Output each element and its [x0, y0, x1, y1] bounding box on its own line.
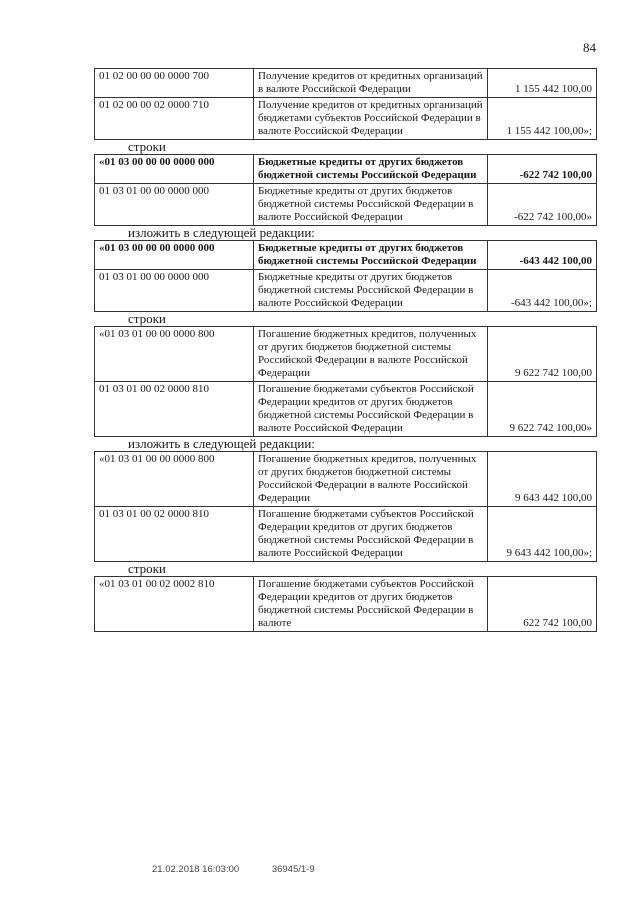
- page-number: 84: [583, 40, 596, 55]
- amount-cell: 9 622 742 100,00: [488, 327, 597, 382]
- amount-cell: -622 742 100,00: [488, 155, 597, 184]
- description-cell: Погашение бюджетами субъектов Российской Федерации кредитов от других бюджетов бюджетной системы Российской Федерации в валюте Российской Федерации: [254, 507, 488, 562]
- section-label: изложить в следующей редакции:: [128, 225, 315, 240]
- footer-doc-id: 36945/1-9: [271, 864, 315, 875]
- code-cell: 01 03 01 00 00 0000 000: [95, 184, 254, 226]
- amount-cell: -622 742 100,00»: [488, 184, 597, 226]
- code-cell: «01 03 01 00 00 0000 800: [95, 452, 254, 507]
- amount-cell: -643 442 100,00: [488, 241, 597, 270]
- description-cell: Бюджетные кредиты от других бюджетов бюджетной системы Российской Федерации в валюте Российской Федерации: [254, 270, 488, 312]
- code-cell: 01 02 00 00 02 0000 710: [95, 98, 254, 140]
- amount-cell: -643 442 100,00»;: [488, 270, 597, 312]
- table-row: [95, 382, 597, 437]
- table-row: [95, 270, 597, 312]
- section-label: строки: [128, 139, 166, 154]
- table-row: [95, 327, 597, 382]
- amount-cell: 1 155 442 100,00: [488, 69, 597, 98]
- table-row: [95, 184, 597, 226]
- table-row: [95, 452, 597, 507]
- description-cell: Бюджетные кредиты от других бюджетов бюджетной системы Российской Федерации в валюте Российской Федерации: [254, 184, 488, 226]
- description-cell: Бюджетные кредиты от других бюджетов бюджетной системы Российской Федерации: [254, 155, 488, 184]
- amount-cell: 9 643 442 100,00: [488, 452, 597, 507]
- description-cell: Бюджетные кредиты от других бюджетов бюджетной системы Российской Федерации: [254, 241, 488, 270]
- code-cell: «01 03 01 00 02 0002 810: [95, 577, 254, 632]
- amount-cell: 9 622 742 100,00»: [488, 382, 597, 437]
- document-body: [94, 68, 597, 632]
- table-row: [95, 241, 597, 270]
- code-cell: «01 03 01 00 00 0000 800: [95, 327, 254, 382]
- description-cell: Погашение бюджетных кредитов, полученных от других бюджетов бюджетной системы Российской Федерации в валюте Российской Федерации: [254, 452, 488, 507]
- code-cell: 01 02 00 00 00 0000 700: [95, 69, 254, 98]
- footer-timestamp: 21.02.2018 16:03:00: [152, 864, 240, 875]
- description-cell: Погашение бюджетных кредитов, полученных от других бюджетов бюджетной системы Российской Федерации в валюте Российской Федерации: [254, 327, 488, 382]
- table-row: [95, 155, 597, 184]
- description-cell: Получение кредитов от кредитных организаций бюджетами субъектов Российской Федерации в валюте Российской Федерации: [254, 98, 488, 140]
- table-row: [95, 507, 597, 562]
- table-row: [95, 98, 597, 140]
- budget-table: [94, 451, 597, 562]
- code-cell: «01 03 00 00 00 0000 000: [95, 155, 254, 184]
- section-label: строки: [128, 311, 166, 326]
- code-cell: 01 03 01 00 02 0000 810: [95, 507, 254, 562]
- budget-table: [94, 326, 597, 437]
- description-cell: Погашение бюджетами субъектов Российской Федерации кредитов от других бюджетов бюджетной системы Российской Федерации в валюте Российской Федерации: [254, 382, 488, 437]
- description-cell: Погашение бюджетами субъектов Российской Федерации кредитов от других бюджетов бюджетной системы Российской Федерации в валюте: [254, 577, 488, 632]
- budget-table: [94, 68, 597, 140]
- table-row: [95, 69, 597, 98]
- budget-table: [94, 240, 597, 312]
- footer: [152, 864, 315, 875]
- code-cell: 01 03 01 00 02 0000 810: [95, 382, 254, 437]
- amount-cell: 622 742 100,00: [488, 577, 597, 632]
- amount-cell: 9 643 442 100,00»;: [488, 507, 597, 562]
- table-row: [95, 577, 597, 632]
- code-cell: 01 03 01 00 00 0000 000: [95, 270, 254, 312]
- amount-cell: 1 155 442 100,00»;: [488, 98, 597, 140]
- budget-table: [94, 576, 597, 632]
- description-cell: Получение кредитов от кредитных организаций в валюте Российской Федерации: [254, 69, 488, 98]
- section-label: изложить в следующей редакции:: [128, 436, 315, 451]
- code-cell: «01 03 00 00 00 0000 000: [95, 241, 254, 270]
- budget-table: [94, 154, 597, 226]
- section-label: строки: [128, 561, 166, 576]
